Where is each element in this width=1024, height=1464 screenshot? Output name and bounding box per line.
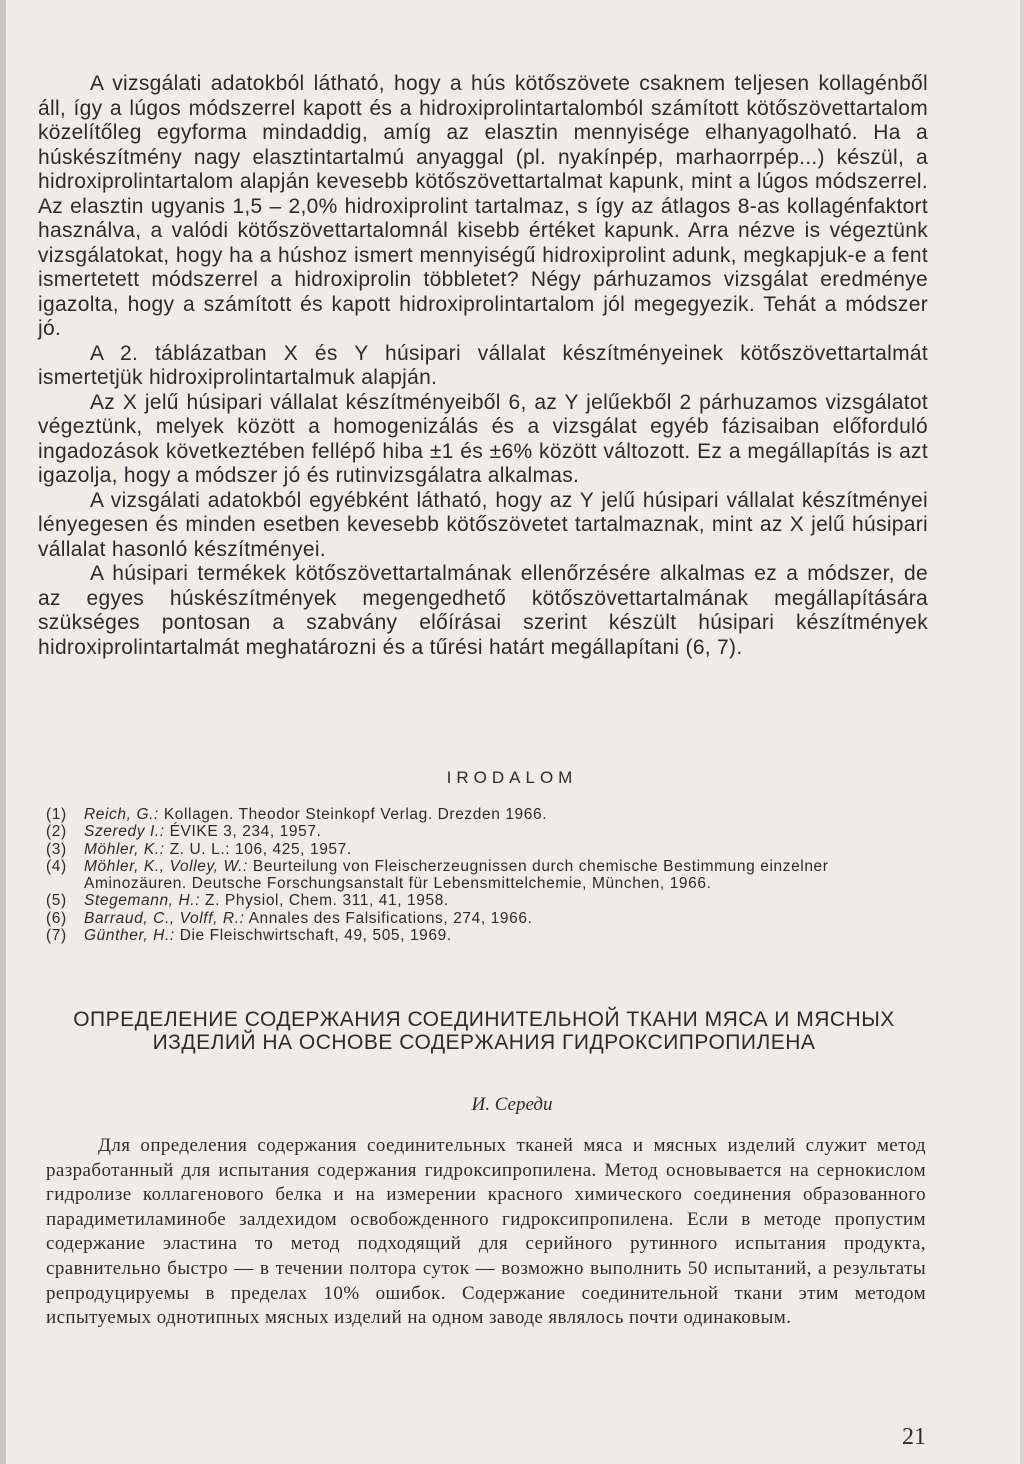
reference-text: Z. U. L.: 106, 425, 1957. <box>169 840 352 858</box>
reference-text: ÉVIKE 3, 234, 1957. <box>169 823 322 841</box>
reference-number: (2) <box>46 823 67 841</box>
reference-author: Reich, G.: <box>84 806 159 823</box>
paragraph: A 2. táblázatban X és Y húsipari vállalat készítményeinek kötőszövettartalmát ismertetjük hidroxiprolintartalmuk alapján. <box>38 341 928 389</box>
russian-summary-author: И. Середи <box>471 1094 553 1115</box>
reference-item <box>46 841 928 858</box>
body-text <box>38 72 928 660</box>
reference-item <box>46 823 928 840</box>
reference-text: Beurteilung von Fleischerzeugnissen durch chemische Bestimmung einzelner Aminozäuren. Deutsche Forschungsanstalt für Lebensmittelchemie, München, 1966. <box>84 857 829 893</box>
reference-item <box>46 892 928 909</box>
page-number: 21 <box>902 1424 926 1450</box>
reference-number: (5) <box>46 892 67 910</box>
reference-author: Szeredy I.: <box>84 823 165 841</box>
reference-author: Möhler, K.: <box>84 840 165 858</box>
reference-text: Die Fleischwirtschaft, 49, 505, 1969. <box>179 927 452 945</box>
reference-number: (7) <box>46 927 67 945</box>
reference-number: (3) <box>46 840 67 858</box>
reference-author: Möhler, K., Volley, W.: <box>84 857 248 875</box>
reference-item <box>46 806 928 823</box>
reference-text: Z. Physiol, Chem. 311, 41, 1958. <box>205 892 449 910</box>
russian-summary-text <box>46 1134 926 1331</box>
paragraph: A vizsgálati adatokból egyébként látható, hogy az Y jelű húsipari vállalat készítményei lényegesen és minden esetben kevesebb kötőszövetet tartalmaznak, mint az X jelű húsipari vállalat hasonló készítményei. <box>38 488 928 561</box>
reference-author: Stegemann, H.: <box>84 892 201 910</box>
reference-item <box>46 858 928 893</box>
scan-edge-left <box>0 0 6 1464</box>
reference-text: Kollagen. Theodor Steinkopf Verlag. Drezden 1966. <box>163 806 548 823</box>
references-list <box>46 806 928 944</box>
reference-text: Annales des Falsifications, 274, 1966. <box>248 909 533 927</box>
reference-number: (4) <box>46 857 67 875</box>
paragraph: Для определения содержания соединительных тканей мяса и мясных изделий служит метод разработанный для испытания содержания гидроксипропилена. Метод основывается на сернокислом гидролизе коллагенового белка и на измерении красного химического соединения образованного парадиметиламинобе залдехидом освобожденного гидроксипропилена. Если в методе пропустим содержание эластина то метод подходящий для серийного рутинного испытания продукта, сравнительно быстро — в течении полтора суток — возможно выполнить 50 испытаний, а результаты репродуцируемы в пределах 10% ошибок. Содержание соединительной ткани этим методом испытуемых однотипных мясных изделий на одном заводе являлось почти одинаковым. <box>46 1135 926 1329</box>
reference-item <box>46 927 928 944</box>
reference-number: (1) <box>46 806 67 823</box>
russian-summary-title: ОПРЕДЕЛЕНИЕ СОДЕРЖАНИЯ СОЕДИНИТЕЛЬНОЙ ТКАНИ МЯСА И МЯСНЫХ ИЗДЕЛИЙ НА ОСНОВЕ СОДЕРЖАНИЯ ГИДРОКСИПРОПИЛЕНА <box>73 1008 895 1054</box>
reference-author: Barraud, C., Volff, R.: <box>84 909 245 927</box>
paragraph: Az X jelű húsipari vállalat készítményeiből 6, az Y jelűekből 2 párhuzamos vizsgálatot végeztünk, melyek között a homogenizálás és a vizsgálat egyéb fázisaiban előforduló ingadozások következtében fellépő hiba ±1 és ±6% között változott. Ez a megállapítás is azt igazolja, hogy a módszer jó és rutinvizsgálatra alkalmas. <box>38 390 928 487</box>
reference-item <box>46 910 928 927</box>
scan-edge-right <box>1020 0 1024 1464</box>
paragraph: A húsipari termékek kötőszövettartalmának ellenőrzésére alkalmas ez a módszer, de az egyes húskészítmények megengedhető kötőszövettartalmának megállapítására szükséges pontosan a szabvány előírásai szerint készült húsipari készítmények hidroxiprolintartalmát meghatározni és a tűrési határt megállapítani (6, 7). <box>38 562 928 659</box>
reference-number: (6) <box>46 909 67 927</box>
paragraph: A vizsgálati adatokból látható, hogy a hús kötőszövete csaknem teljesen kollagénből áll, így a lúgos módszerrel kapott és a hidroxiprolintartalomból számított kötőszövettartalom közelítőleg egyforma mindaddig, amíg az elasztin mennyisége elhanyagolható. Ha a húskészítmény nagy elasztintartalmú anyaggal (pl. nyakínpép, marhaorrpép...) készül, a hidroxiprolintartalom alapján kevesebb kötőszövettartalmat kapunk, mint a lúgos módszerrel. Az elasztin ugyanis 1,5 – 2,0% hidroxiprolint tartalmaz, s így az átlagos 8-as kollagénfaktort használva, a valódi kötőszövettartalomnál kisebb értéket kapunk. Arra nézve is végeztünk vizsgálatokat, hogy ha a húshoz ismert mennyiségű hidroxiprolint adunk, megkapjuk-e a fent ismertetett módszerrel a hidroxiprolin többletet? Négy párhuzamos vizsgálat eredménye igazolta, hogy a számított és kapott hidroxiprolintartalom jól megegyezik. Tehát a módszer jó. <box>38 72 928 340</box>
reference-author: Günther, H.: <box>84 927 175 945</box>
references-title: IRODALOM <box>446 768 578 787</box>
